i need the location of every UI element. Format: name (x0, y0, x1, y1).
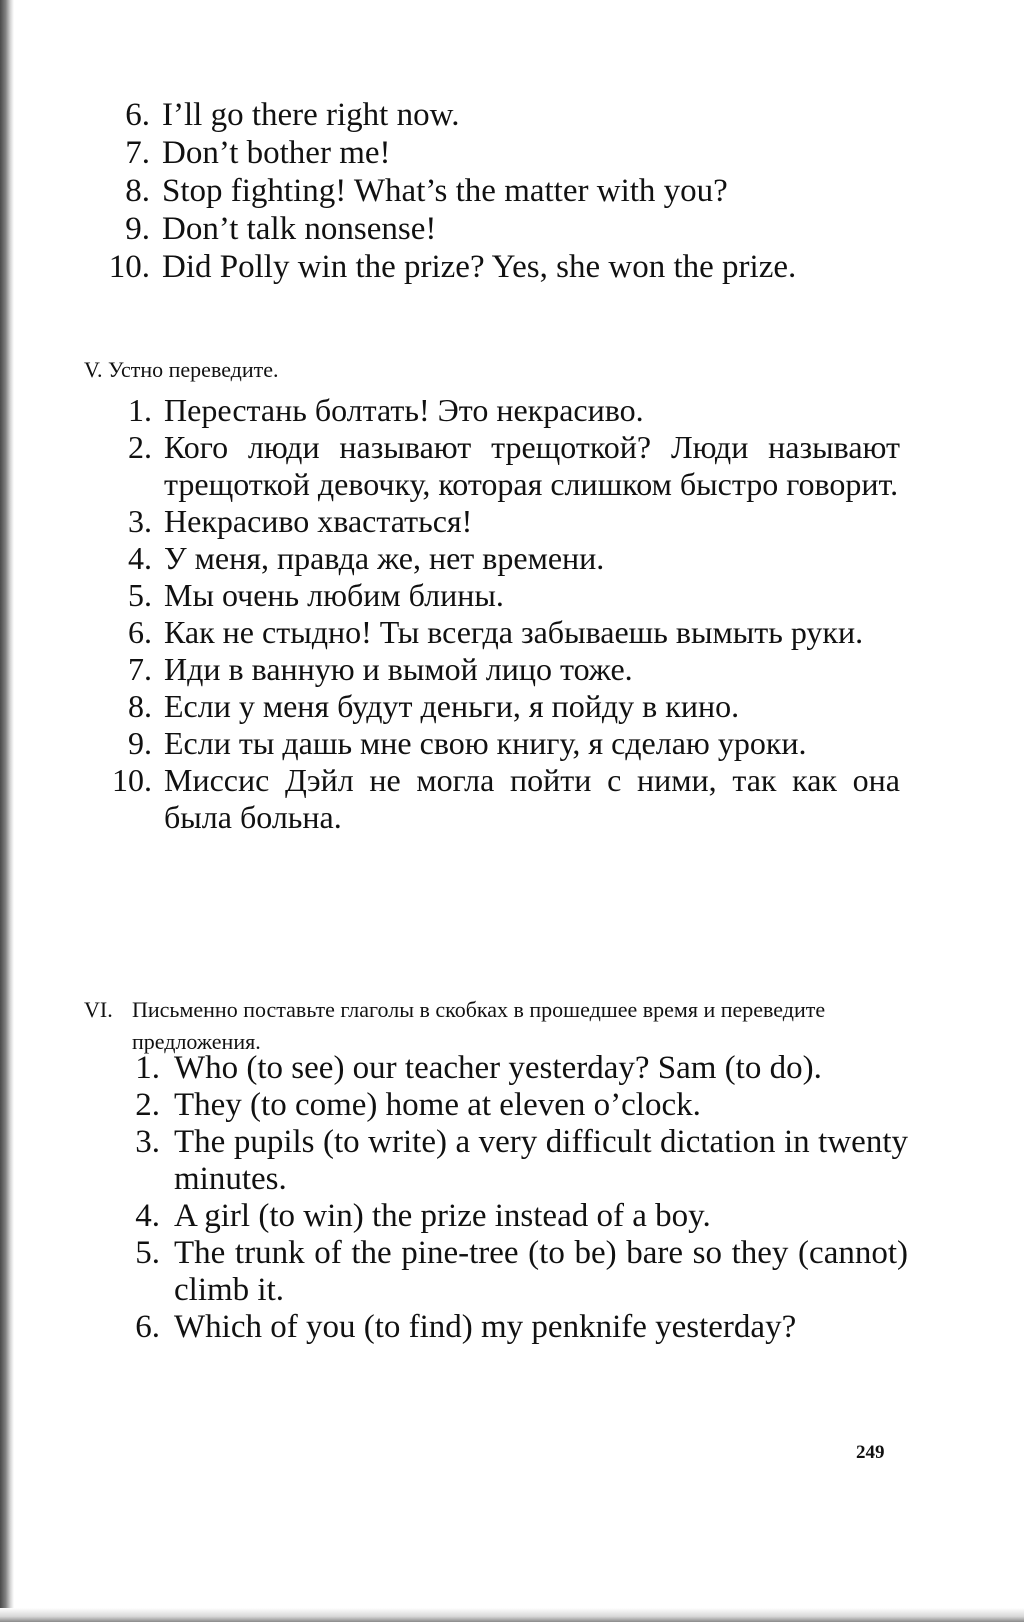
list-item (118, 1124, 908, 1198)
item-number: 4. (135, 1198, 160, 1234)
item-number: 2. (135, 1087, 160, 1123)
list-item (110, 725, 900, 762)
item-number: 1. (135, 1050, 160, 1086)
list-item (110, 503, 900, 540)
item-text: Don’t bother me! (162, 135, 391, 171)
item-text: Если у меня будут деньги, я пойду в кино. (164, 688, 740, 724)
item-number: 5. (135, 1235, 160, 1271)
item-number: 9. (125, 211, 150, 247)
item-number: 9. (128, 725, 152, 761)
item-text: A girl (to win) the prize instead of a boy. (174, 1198, 711, 1234)
list-item (110, 134, 900, 172)
list-item (110, 429, 900, 503)
exercise-vi-instructions: Письменно поставьте глаголы в скобках в прошедшее время и переведите предложения. (132, 997, 826, 1054)
item-number: 2. (128, 429, 152, 465)
item-number: 3. (135, 1124, 160, 1160)
item-text: Мы очень любим блины. (164, 577, 504, 613)
list-item (110, 688, 900, 725)
item-text: Did Polly win the prize? Yes, she won the prize. (162, 249, 797, 285)
item-text: They (to come) home at eleven o’clock. (174, 1087, 701, 1123)
list-item (118, 1309, 908, 1346)
item-text: Stop fighting! What’s the matter with you? (162, 173, 728, 209)
list-item (110, 762, 900, 836)
item-number: 3. (128, 503, 152, 539)
item-number: 6. (135, 1309, 160, 1345)
item-text: The trunk of the pine-tree (to be) bare so they (cannot) climb it. (174, 1235, 908, 1308)
item-number: 10. (112, 762, 152, 798)
item-text: Некрасиво хвастаться! (164, 503, 473, 539)
list-item (110, 651, 900, 688)
list-item (110, 392, 900, 429)
item-number: 5. (128, 577, 152, 613)
exercise-v-heading: V. Устно переведите. (84, 357, 279, 382)
item-number: 8. (128, 688, 152, 724)
list-item (118, 1198, 908, 1235)
item-text: The pupils (to write) a very difficult dictation in twenty minutes. (174, 1124, 908, 1197)
page-number: 249 (856, 1442, 885, 1463)
item-text: У меня, правда же, нет времени. (164, 540, 605, 576)
exercise-iv-continued-list (110, 96, 900, 286)
item-text: Don’t talk nonsense! (162, 211, 437, 247)
item-number: 6. (125, 97, 150, 133)
list-item (110, 540, 900, 577)
item-number: 7. (128, 651, 152, 687)
exercise-vi-heading (84, 994, 914, 1058)
list-item (118, 1050, 908, 1087)
list-item (118, 1087, 908, 1124)
item-text: I’ll go there right now. (162, 97, 460, 133)
item-text: Как не стыдно! Ты всегда забываешь вымыть руки. (164, 614, 864, 650)
exercise-v-list (110, 392, 900, 836)
item-number: 1. (128, 392, 152, 428)
list-item (110, 248, 862, 286)
item-number: 7. (125, 135, 150, 171)
item-text: Who (to see) our teacher yesterday? Sam (to do). (174, 1050, 822, 1086)
item-text: Кого люди называют трещоткой? Люди называют трещоткой девочку, которая слишком быстро говорит. (164, 429, 900, 502)
list-item (110, 210, 900, 248)
list-item (110, 172, 900, 210)
item-number: 10. (108, 249, 150, 285)
list-item (110, 614, 900, 651)
item-text: Если ты дашь мне свою книгу, я сделаю уроки. (164, 725, 807, 761)
item-number: 6. (128, 614, 152, 650)
item-text: Миссис Дэйл не могла пойти с ними, так как она была больна. (164, 762, 900, 835)
list-item (118, 1235, 908, 1309)
page-bottom-edge (0, 1608, 1024, 1622)
list-item (110, 577, 900, 614)
page-binding-shadow (0, 0, 14, 1622)
item-text: Перестань болтать! Это некрасиво. (164, 392, 644, 428)
item-text: Иди в ванную и вымой лицо тоже. (164, 651, 633, 687)
exercise-vi-list (118, 1050, 908, 1346)
exercise-vi-number: VI. (84, 997, 113, 1022)
item-number: 4. (128, 540, 152, 576)
item-text: Which of you (to find) my penknife yesterday? (174, 1309, 797, 1345)
item-number: 8. (125, 173, 150, 209)
list-item (110, 96, 900, 134)
